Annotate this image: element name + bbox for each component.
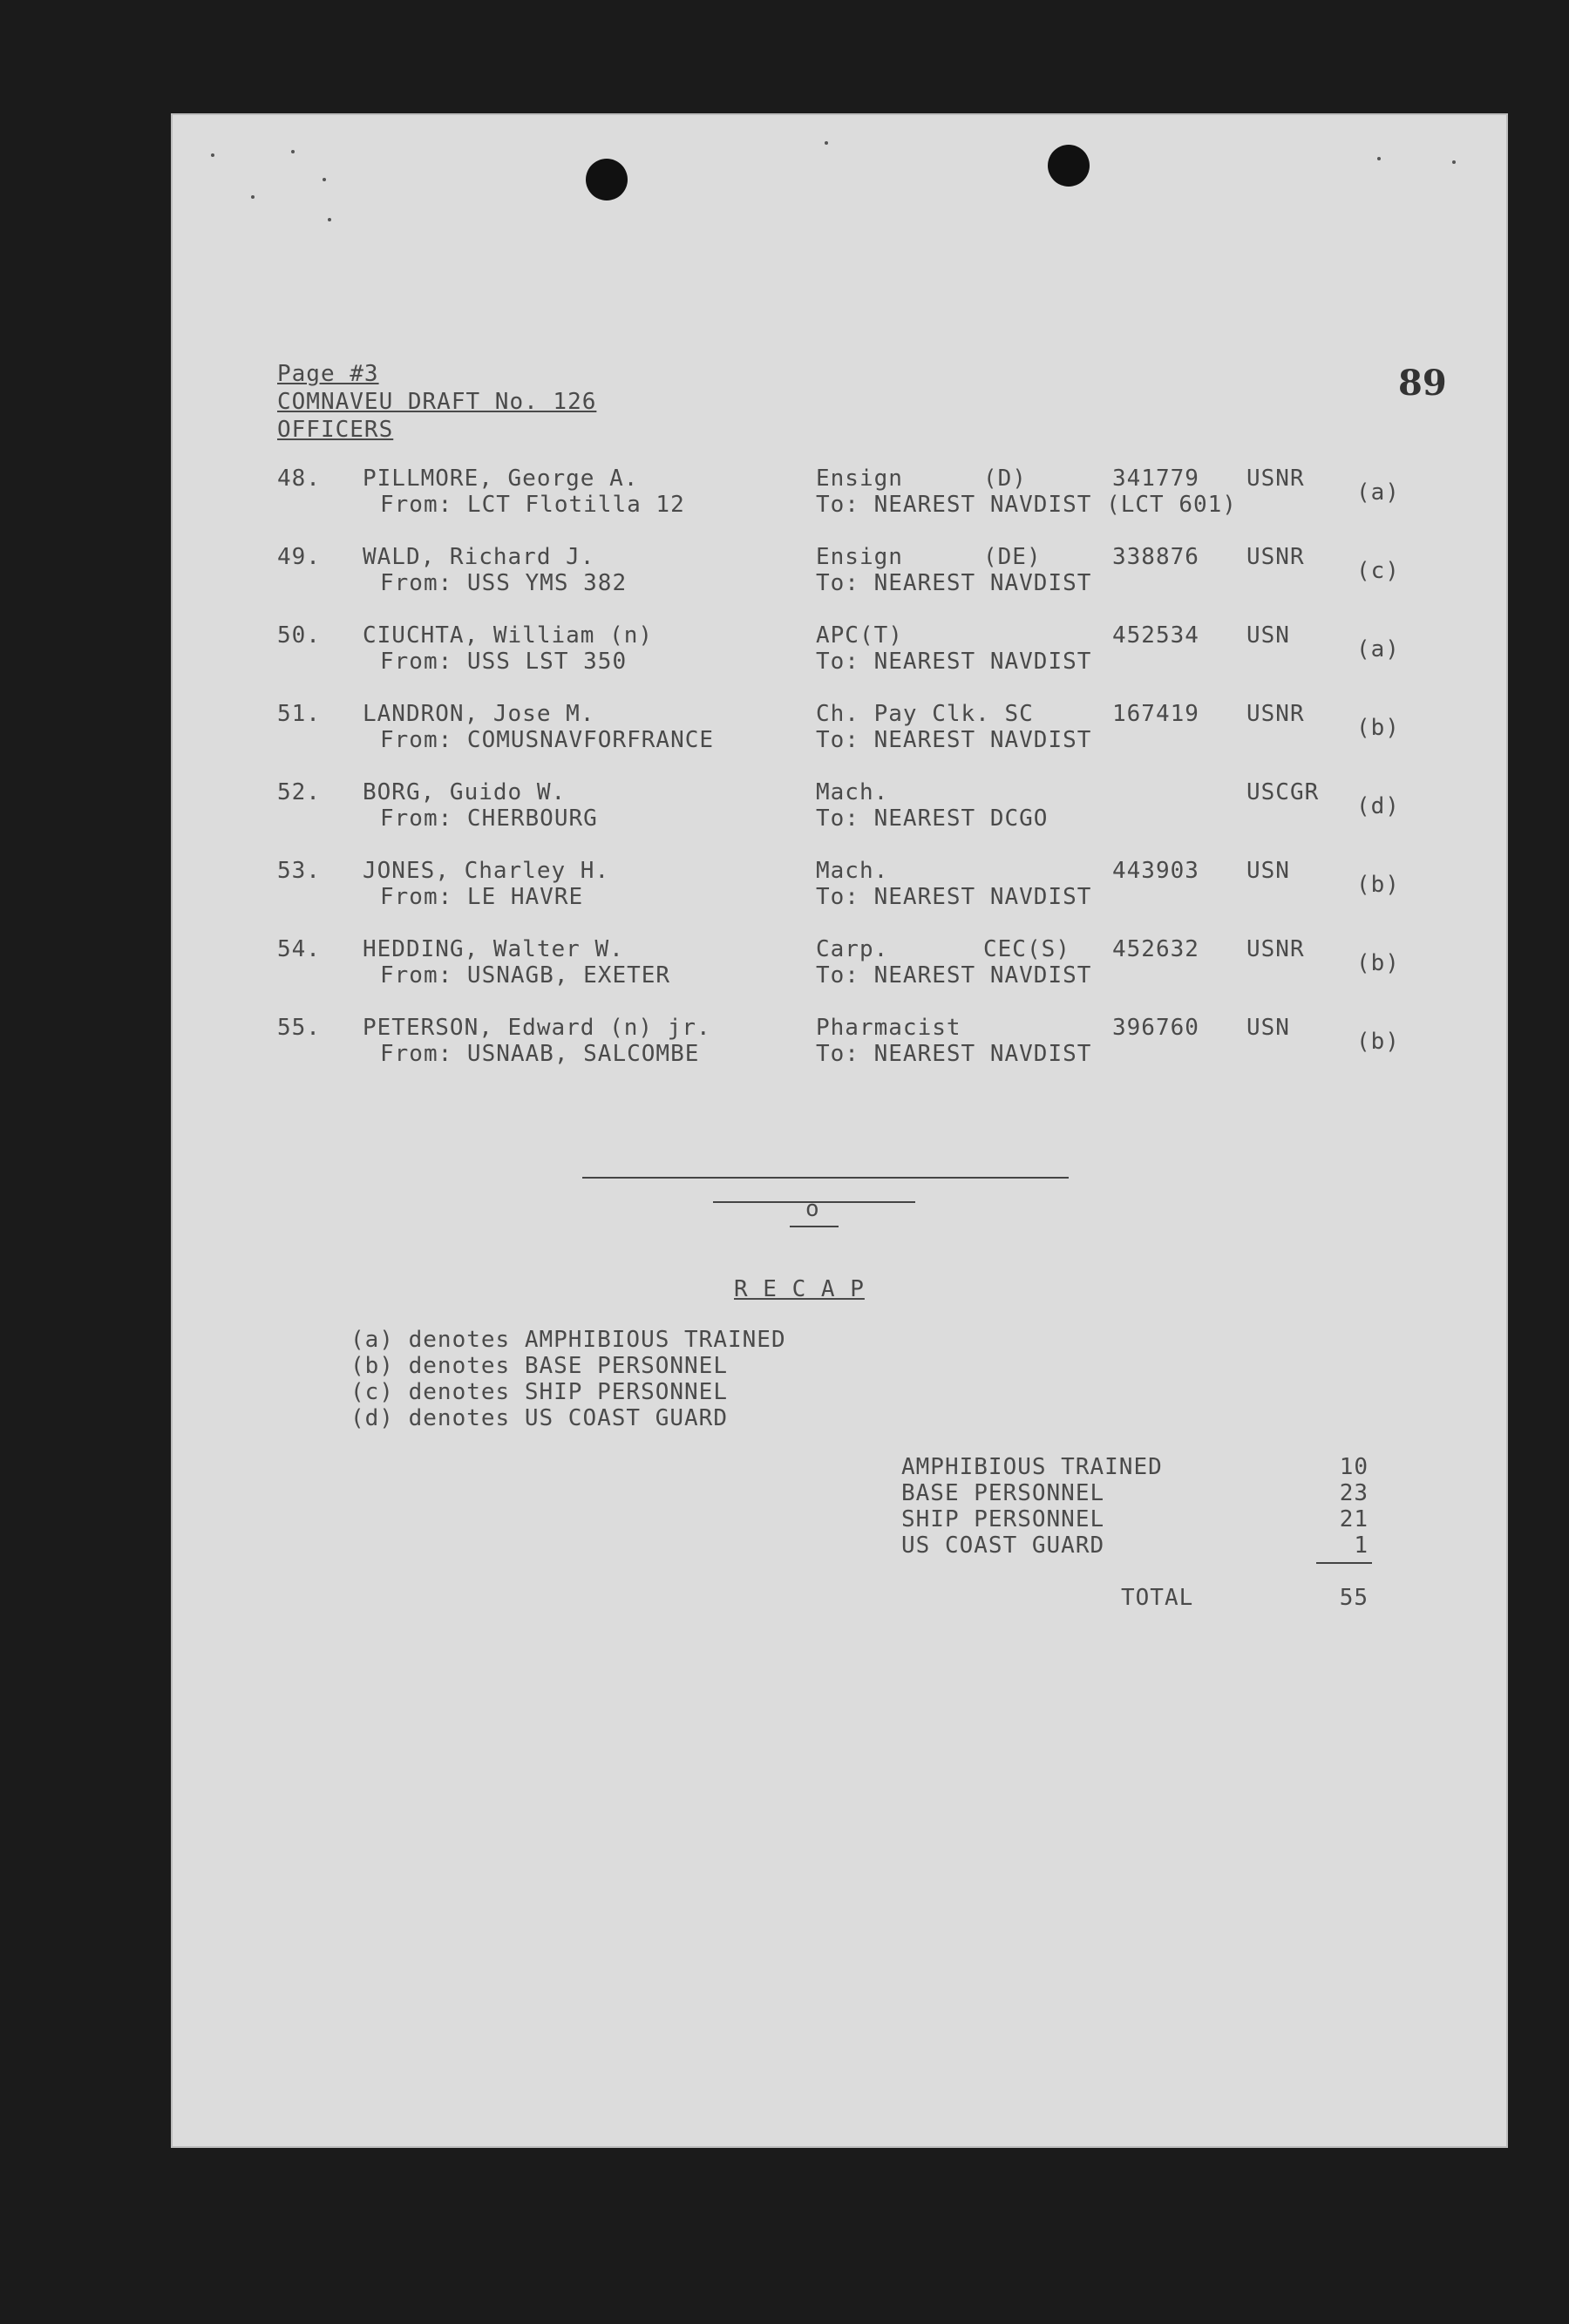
recap-title: R E C A P	[734, 1276, 865, 1302]
entry-number: 49.	[277, 544, 321, 570]
officer-name: PILLMORE, George A.	[363, 465, 639, 492]
officer-name: JONES, Charley H.	[363, 858, 610, 884]
total-value-ship: 21	[1339, 1506, 1369, 1532]
total-label: TOTAL	[1121, 1585, 1194, 1611]
category-code: (b)	[1356, 1029, 1400, 1055]
speck	[1377, 157, 1381, 160]
officer-destination: To: NEAREST DCGO	[816, 805, 1049, 832]
officer-from: From: USS LST 350	[380, 649, 628, 675]
divider-mark-underline	[790, 1226, 839, 1227]
total-label-amphibious: AMPHIBIOUS TRAINED	[901, 1454, 1163, 1480]
category-code: (b)	[1356, 715, 1400, 741]
category-code: (c)	[1356, 558, 1400, 584]
section-title: OFFICERS	[277, 417, 394, 443]
total-label-base: BASE PERSONNEL	[901, 1480, 1105, 1506]
officer-from: From: USNAGB, EXETER	[380, 962, 671, 989]
entry-number: 48.	[277, 465, 321, 492]
recap-legend-a: (a) denotes AMPHIBIOUS TRAINED	[350, 1327, 786, 1353]
punch-hole-right	[1048, 145, 1090, 187]
sum-line	[1316, 1562, 1372, 1564]
total-label-coast-guard: US COAST GUARD	[901, 1532, 1105, 1559]
service-branch: USNR	[1246, 701, 1305, 727]
total-value-amphibious: 10	[1339, 1454, 1369, 1480]
page-label: Page #3	[277, 361, 379, 387]
category-code: (a)	[1356, 479, 1400, 506]
officer-destination: To: NEAREST NAVDIST	[816, 962, 1092, 989]
speck	[825, 141, 828, 145]
officer-designation: CEC(S)	[983, 936, 1070, 962]
entry-number: 51.	[277, 701, 321, 727]
speck	[251, 195, 255, 199]
officer-destination: To: NEAREST NAVDIST	[816, 727, 1092, 753]
officer-designation: (D)	[983, 465, 1027, 492]
service-number: 167419	[1112, 701, 1199, 727]
entry-number: 55.	[277, 1015, 321, 1041]
officer-name: LANDRON, Jose M.	[363, 701, 595, 727]
total-value-base: 23	[1339, 1480, 1369, 1506]
service-number: 341779	[1112, 465, 1199, 492]
recap-legend-d: (d) denotes US COAST GUARD	[350, 1405, 728, 1431]
officer-rank: Ensign	[816, 465, 903, 492]
officer-from: From: COMUSNAVFORFRANCE	[380, 727, 715, 753]
page-number: 89	[1398, 363, 1447, 404]
service-branch: USNR	[1246, 936, 1305, 962]
document-page	[171, 113, 1508, 2148]
speck	[323, 178, 326, 181]
officer-from: From: LCT Flotilla 12	[380, 492, 685, 518]
total-value: 55	[1339, 1585, 1369, 1611]
officer-from: From: USNAAB, SALCOMBE	[380, 1041, 700, 1067]
entry-number: 54.	[277, 936, 321, 962]
service-number: 338876	[1112, 544, 1199, 570]
officer-from: From: CHERBOURG	[380, 805, 598, 832]
officer-name: CIUCHTA, William (n)	[363, 622, 654, 649]
speck	[1452, 160, 1456, 164]
officer-rank: Ch. Pay Clk. SC	[816, 701, 1034, 727]
officer-name: HEDDING, Walter W.	[363, 936, 624, 962]
service-branch: USCGR	[1246, 779, 1320, 805]
service-number: 396760	[1112, 1015, 1199, 1041]
speck	[328, 218, 331, 221]
category-code: (a)	[1356, 636, 1400, 663]
speck	[211, 153, 214, 157]
category-code: (b)	[1356, 950, 1400, 976]
divider-mark: o	[805, 1196, 820, 1222]
entry-number: 53.	[277, 858, 321, 884]
officer-from: From: LE HAVRE	[380, 884, 584, 910]
divider-line	[582, 1177, 1069, 1179]
service-branch: USNR	[1246, 544, 1305, 570]
officer-rank: Pharmacist	[816, 1015, 961, 1041]
service-number: 443903	[1112, 858, 1199, 884]
draft-title: COMNAVEU DRAFT No. 126	[277, 389, 597, 415]
speck	[291, 150, 295, 153]
service-branch: USNR	[1246, 465, 1305, 492]
recap-legend-c: (c) denotes SHIP PERSONNEL	[350, 1379, 728, 1405]
officer-name: WALD, Richard J.	[363, 544, 595, 570]
service-number: 452534	[1112, 622, 1199, 649]
officer-destination: To: NEAREST NAVDIST	[816, 570, 1092, 596]
officer-rank: Ensign	[816, 544, 903, 570]
officer-rank: Mach.	[816, 858, 889, 884]
entry-number: 50.	[277, 622, 321, 649]
service-branch: USN	[1246, 1015, 1290, 1041]
officer-destination: To: NEAREST NAVDIST (LCT 601)	[816, 492, 1237, 518]
officer-rank: Mach.	[816, 779, 889, 805]
entry-number: 52.	[277, 779, 321, 805]
punch-hole-left	[586, 159, 628, 200]
officer-rank: Carp.	[816, 936, 889, 962]
officer-name: BORG, Guido W.	[363, 779, 567, 805]
officer-destination: To: NEAREST NAVDIST	[816, 1041, 1092, 1067]
officer-designation: (DE)	[983, 544, 1042, 570]
service-number: 452632	[1112, 936, 1199, 962]
service-branch: USN	[1246, 858, 1290, 884]
category-code: (b)	[1356, 872, 1400, 898]
total-value-coast-guard: 1	[1354, 1532, 1369, 1559]
officer-name: PETERSON, Edward (n) jr.	[363, 1015, 711, 1041]
category-code: (d)	[1356, 793, 1400, 819]
officer-rank: APC(T)	[816, 622, 903, 649]
officer-destination: To: NEAREST NAVDIST	[816, 884, 1092, 910]
officer-destination: To: NEAREST NAVDIST	[816, 649, 1092, 675]
officer-from: From: USS YMS 382	[380, 570, 628, 596]
total-label-ship: SHIP PERSONNEL	[901, 1506, 1105, 1532]
recap-legend-b: (b) denotes BASE PERSONNEL	[350, 1353, 728, 1379]
service-branch: USN	[1246, 622, 1290, 649]
